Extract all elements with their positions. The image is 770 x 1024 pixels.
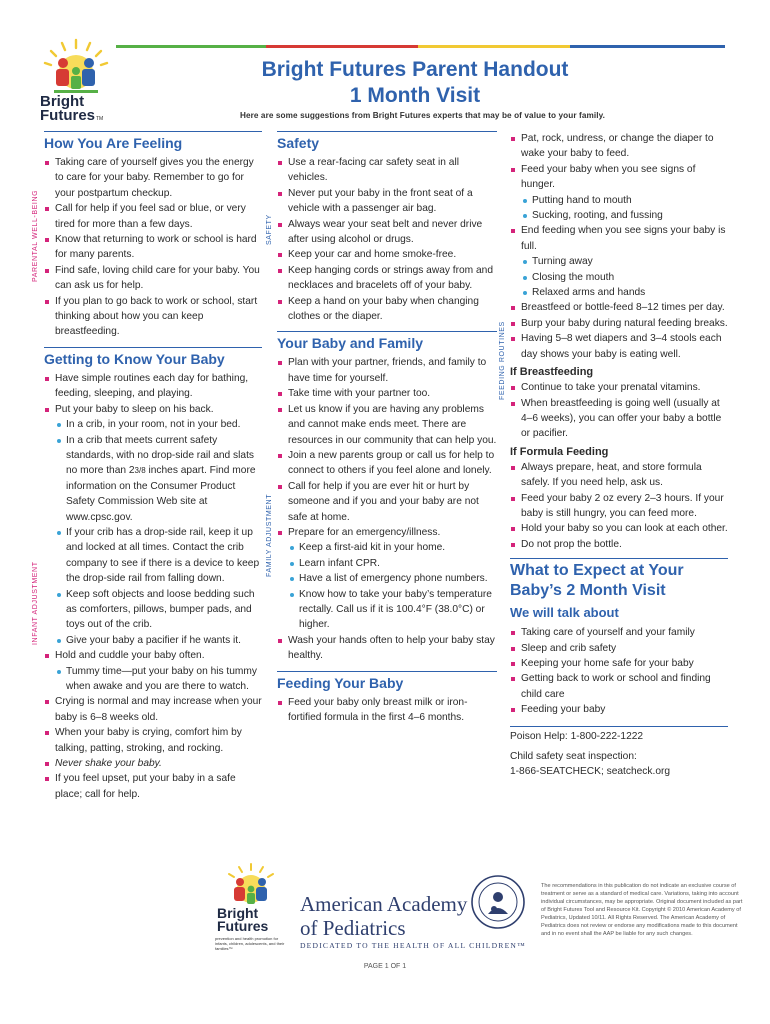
formula-heading: If Formula Feeding [510,445,609,458]
talk-list [510,625,728,717]
aap-name-line1: American Academy [300,892,468,916]
list-subitem: Keep a first-aid kit in your home. [277,540,497,555]
know-list [44,371,262,802]
list-item: Find safe, loving child care for your baby. You can ask us for help. [44,263,262,294]
sun-family-icon [36,38,116,98]
footer-logo-line2: Futures [217,918,269,934]
know-heading: Getting to Know Your Baby [44,350,225,367]
talk-heading: We will talk about [510,605,619,621]
list-subitem [44,433,262,525]
aap-name [300,892,467,940]
list-item: Keep your car and home smoke-free. [277,247,497,262]
list-subitem: Tummy time—put your baby on his tummy when awake and you are there to watch. [44,664,262,695]
safety-list [277,155,497,324]
list-item: Burp your baby during natural feeding breaks. [510,316,728,331]
seat-inspection-contact: 1-866-SEATCHECK; seatcheck.org [510,766,671,777]
list-item: Prepare for an emergency/illness. [277,525,497,540]
list-item: Feed your baby when you see signs of hunger. [510,162,728,193]
list-item: Take time with your partner too. [277,386,497,401]
side-label-family: FAMILY ADJUSTMENT [266,493,273,577]
list-item: Hold and cuddle your baby often. [44,648,262,663]
footer-sun-family-icon [213,862,289,908]
list-item: Taking care of yourself and your family [510,625,728,640]
visit-title: 1 Month Visit [349,84,481,107]
side-label-feeding: FEEDING ROUTINES [499,321,506,400]
top-bar-red [266,45,418,48]
logo-line2: Futures [40,107,96,124]
list-subitem: In a crib, in your room, not in your bed. [44,417,262,432]
crib-text-pre: In a crib that meets current safety standards, with no drop-side rail and slats no more than 2 [66,434,255,477]
column-1 [44,131,262,802]
column-3 [510,131,728,779]
list-subitem: Sucking, rooting, and fussing [510,208,728,223]
list-item: Do not prop the bottle. [510,537,728,552]
column-2 [277,131,497,725]
handout-title: Bright Futures Parent Handout [261,58,569,81]
list-item: Crying is normal and may increase when your baby is 6–8 weeks old. [44,694,262,725]
list-subitem: Putting hand to mouth [510,193,728,208]
list-item: Continue to take your prenatal vitamins. [510,380,728,395]
list-item: Hold your baby so you can look at each other. [510,521,728,536]
side-label-infant: INFANT ADJUSTMENT [32,561,39,645]
list-item: Never shake your baby. [44,756,262,771]
aap-name-line2: of Pediatrics [300,916,406,940]
family-list [277,355,497,663]
list-subitem: Have a list of emergency phone numbers. [277,571,497,586]
feeling-heading: How You Are Feeling [44,135,183,151]
list-item: Use a rear-facing car safety seat in all vehicles. [277,155,497,186]
aap-tagline: DEDICATED TO THE HEALTH OF ALL CHILDREN™ [300,941,526,950]
side-label-safety: SAFETY [266,214,273,245]
disclaimer: The recommendations in this publication do not indicate an exclusive course of treatment or serve as a standard of medical care. Variations, taking into account individual circumstances, may be appropriate. Original document included as part of Bright Futures Tool and Resource Kit. Copyright © 2010 American Academy of Pediatrics, Updated 10/11. All Rights Reserved. The American Academy of Pediatrics does not review or endorse any modifications made to this document and in no event shall the AAP be liable for any such changes. [541,883,743,937]
feeding-list [277,695,497,726]
list-item: Never put your baby in the front seat of a vehicle with a passenger air bag. [277,186,497,217]
breastfeeding-list [510,380,728,442]
list-item: Join a new parents group or call us for help to connect to others if you feel alone and lonely. [277,448,497,479]
subtitle: Here are some suggestions from Bright Futures experts that may be of value to your family. [239,111,606,120]
list-item: Plan with your partner, friends, and family to have time for yourself. [277,355,497,386]
bright-futures-logo [36,38,116,128]
feeding-heading: Feeding Your Baby [277,674,404,691]
breastfeeding-heading: If Breastfeeding [510,366,594,379]
list-item: When your baby is crying, comfort him by talking, patting, stroking, and rocking. [44,725,262,756]
list-subitem: Turning away [510,254,728,269]
list-subitem: If your crib has a drop-side rail, keep it up and locked at all times. Contact the crib company to see if there is a device to keep the drop-side rail from falling down. [44,525,262,587]
list-subitem: Keep soft objects and loose bedding such as comforters, pillows, bumper pads, and toys out of the crib. [44,587,262,633]
safety-heading: Safety [277,135,320,151]
footer-bright-futures-logo [213,862,293,952]
list-item: End feeding when you see signs your baby is full. [510,223,728,254]
seat-inspection-label: Child safety seat inspection: [510,750,637,762]
top-bar-green [116,45,266,48]
list-subitem: Relaxed arms and hands [510,285,728,300]
list-item: Always wear your seat belt and never drive after using alcohol or drugs. [277,217,497,248]
list-item: Wash your hands often to help your baby stay healthy. [277,633,497,664]
list-subitem: Give your baby a pacifier if he wants it. [44,633,262,648]
list-item: Having 5–8 wet diapers and 3–4 stools each day shows your baby is eating well. [510,331,728,362]
list-item: Breastfeed or bottle-feed 8–12 times per day. [510,300,728,315]
logo-line1: Bright [40,93,85,110]
list-item: Taking care of yourself gives you the energy to care for your baby. Remember to go for your postpartum checkup. [44,155,262,201]
logo-tm: TM [96,116,104,122]
expect-heading: What to Expect at Your Baby’s 2 Month Visit [510,562,684,600]
top-bar-blue [570,45,725,48]
footer-logo-tagline: prevention and health promotion for infants, children, adolescents, and their families™ [215,936,285,951]
footer-logo-line1: Bright [217,905,259,921]
poison-help: Poison Help: 1-800-222-1222 [510,730,644,742]
crib-fraction: 3/8 [134,466,146,476]
list-item: If you feel upset, put your baby in a safe place; call for help. [44,771,262,802]
list-item: Keeping your home safe for your baby [510,656,728,671]
feeding-routines-list [510,131,728,362]
list-item: Feed your baby only breast milk or iron-fortified formula in the first 4–6 months. [277,695,497,726]
list-item: Put your baby to sleep on his back. [44,402,262,417]
list-item: Sleep and crib safety [510,641,728,656]
list-item: When breastfeeding is going well (usually at 4–6 weeks), you can offer your baby a bottle or pacifier. [510,396,728,442]
list-item: Call for help if you feel sad or blue, or very tired for more than a few days. [44,201,262,232]
side-label-parental: PARENTAL WELL-BEING [32,189,39,282]
family-heading: Your Baby and Family [277,335,423,352]
list-subitem: Closing the mouth [510,270,728,285]
formula-list [510,460,728,552]
list-item: Have simple routines each day for bathing, feeding, sleeping, and playing. [44,371,262,402]
list-item: Keep hanging cords or strings away from and necklaces and bracelets off of your baby. [277,263,497,294]
list-item: Pat, rock, undress, or change the diaper to wake your baby to feed. [510,131,728,162]
list-item: Feed your baby 2 oz every 2–3 hours. If your baby is still hungry, you can feed more. [510,491,728,522]
list-item: Getting back to work or school and finding child care [510,671,728,702]
top-bar-yellow [418,45,570,48]
feeling-list [44,155,262,340]
list-item: Always prepare, heat, and store formula safely. If you need help, ask us. [510,460,728,491]
page-number: PAGE 1 OF 1 [363,963,407,970]
list-item: If you plan to go back to work or school, start thinking about how you can keep breastfeeding. [44,294,262,340]
list-item: Keep a hand on your baby when changing clothes or the diaper. [277,294,497,325]
list-item: Let us know if you are having any problems and cannot make ends meet. There are resources in our community that can help you. [277,402,497,448]
list-item: Know that returning to work or school is hard for many parents. [44,232,262,263]
list-item: Call for help if you are ever hit or hurt by someone and if you and your baby are not safe at home. [277,479,497,525]
list-item: Feeding your baby [510,702,728,717]
crib-text-post: inches apart. Find more information on the Consumer Product Safety Commission Web site at www.cpsc.gov. [66,465,256,523]
list-subitem: Learn infant CPR. [277,556,497,571]
list-subitem: Know how to take your baby’s temperature rectally. Call us if it is 100.4°F (38.0°C) or higher. [277,587,497,633]
aap-seal-icon [470,874,526,930]
